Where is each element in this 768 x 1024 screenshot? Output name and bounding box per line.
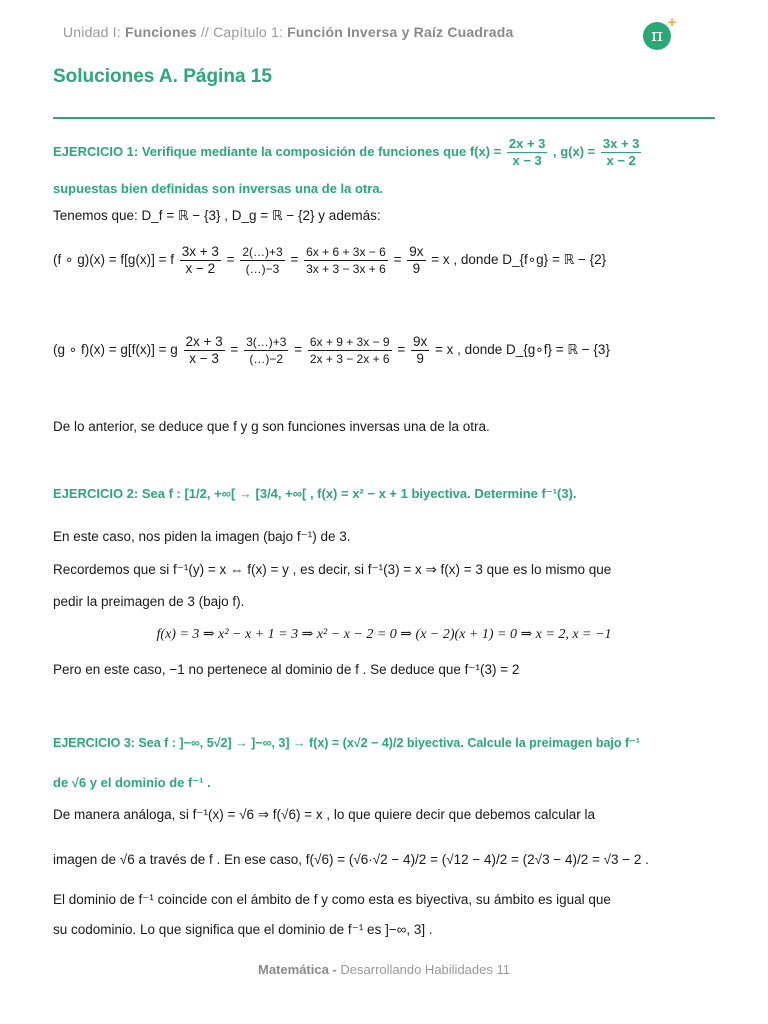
unidad-label: Unidad I:: [63, 24, 121, 40]
fog-inner-num: 3x + 3: [181, 244, 219, 259]
eq-sign: =: [226, 252, 235, 268]
eq-sign-3: =: [393, 252, 402, 268]
fog-lhs: (f ∘ g)(x) = f[g(x)] = f: [53, 252, 174, 268]
gof-result: = x , donde D_{g∘f} = ℝ − {3}: [435, 342, 610, 358]
capitulo-label: Capítulo 1:: [213, 24, 284, 40]
ex1-g-def: , g(x) =: [553, 143, 596, 159]
gof-step2-num: 6x + 9 + 3x − 9: [309, 335, 390, 349]
page-title: Soluciones A. Página 15: [53, 66, 272, 87]
header-separator: //: [200, 24, 210, 40]
fog-step2-num: 6x + 6 + 3x − 6: [306, 245, 386, 259]
ex1-gof-equation: [53, 334, 610, 367]
ex3-line3: El dominio de f⁻¹ coincide con el ámbito de f y como esta es biyectiva, su ámbito es igual que: [53, 892, 611, 907]
eq-sign-5: =: [294, 342, 303, 358]
ex1-statement: EJERCICIO 1: Verifique mediante la composición de funciones que: [53, 143, 467, 159]
fog-step3-num: 9x: [409, 244, 424, 259]
page-header: [63, 24, 514, 40]
fog-inner-frac: [180, 244, 221, 277]
gof-step3-den: 9: [416, 351, 424, 366]
fog-step3-den: 9: [412, 261, 421, 276]
eq-sign-4: =: [230, 342, 239, 358]
fog-step1-num: 2(…)+3: [242, 245, 283, 259]
fog-step1: [240, 244, 284, 277]
ex3-line1: De manera análoga, si f⁻¹(x) = √6 ⇒ f(√6) = x , lo que quiere decir que debemos calcular la: [53, 807, 596, 822]
capitulo-name: Función Inversa y Raíz Cuadrada: [287, 24, 514, 40]
fog-result: = x , donde D_{f∘g} = ℝ − {2}: [431, 252, 607, 268]
fog-inner-den: x − 2: [185, 261, 216, 276]
ex1-g-den: x − 2: [606, 153, 636, 168]
ex1-f-num: 2x + 3: [508, 136, 546, 151]
fog-step3: [407, 244, 425, 277]
unidad-name: Funciones: [124, 24, 197, 40]
ex3-statement-2: de √6 y el dominio de f⁻¹ .: [53, 775, 211, 790]
gof-step2-den: 2x + 3 − 2x + 6: [309, 352, 390, 366]
ex1-f-den: x − 3: [512, 153, 542, 168]
ex2-equation: f(x) = 3 ⇒ x² − x + 1 = 3 ⇒ x² − x − 2 = 0 ⇒ (x − 2)(x + 1) = 0 ⇒ x = 2, x = −1: [156, 627, 612, 642]
footer-book: Desarrollando Habilidades 11: [340, 962, 510, 977]
ex1-fog-equation: [53, 244, 606, 277]
ex1-domains: Tenemos que: D_f = ℝ − {3} , D_g = ℝ − {2} y además:: [53, 208, 381, 223]
ex3-line2: imagen de √6 a través de f . En ese caso, f(√6) = (√6·√2 − 4)/2 = (√12 − 4)/2 = (2√3 − 4)/2 = √3 − 2 .: [53, 852, 649, 867]
ex3-line4: su codominio. Lo que significa que el dominio de f⁻¹ es ]−∞, 3] .: [53, 922, 433, 937]
ex1-f-def: f(x) =: [469, 143, 502, 159]
gof-step1: [244, 334, 288, 367]
ex1-g-fraction: [601, 136, 642, 169]
title-divider: [53, 117, 715, 119]
ex2-line1: En este caso, nos piden la imagen (bajo f⁻¹) de 3.: [53, 529, 351, 544]
ex3-statement: EJERCICIO 3: Sea f : ]−∞, 5√2] → ]−∞, 3] → f(x) = (x√2 − 4)/2 biyectiva. Calcule la preimagen bajo f⁻¹: [53, 736, 640, 750]
fog-step2: [304, 244, 388, 277]
eq-sign-6: =: [397, 342, 406, 358]
gof-step3-num: 9x: [413, 334, 428, 349]
gof-step1-num: 3(…)+3: [246, 335, 287, 349]
eq-sign-2: =: [290, 252, 299, 268]
gof-inner-frac: [184, 334, 225, 367]
fog-step2-den: 3x + 3 − 3x + 6: [306, 262, 386, 276]
fog-step1-den: (…)−3: [245, 262, 280, 276]
gof-step3: [411, 334, 429, 367]
gof-lhs: (g ∘ f)(x) = g[f(x)] = g: [53, 342, 178, 358]
page-footer: [0, 962, 768, 977]
ex1-conclusion: De lo anterior, se deduce que f y g son funciones inversas una de la otra.: [53, 419, 490, 434]
ex1-statement-line: [53, 136, 715, 169]
gof-inner-den: x − 3: [189, 351, 219, 366]
pi-logo-icon: [643, 15, 677, 50]
gof-step1-den: (…)−2: [249, 352, 284, 366]
ex2-statement: EJERCICIO 2: Sea f : [1/2, +∞[ → [3/4, +∞[ , f(x) = x² − x + 1 biyectiva. Determine f⁻¹(3).: [53, 486, 577, 501]
ex1-g-num: 3x + 3: [602, 136, 640, 151]
gof-step2: [308, 334, 392, 367]
ex2-line4: Pero en este caso, −1 no pertenece al dominio de f . Se deduce que f⁻¹(3) = 2: [53, 662, 520, 677]
gof-inner-num: 2x + 3: [185, 334, 223, 349]
ex2-line2: Recordemos que si f⁻¹(y) = x ⇔ f(x) = y , es decir, si f⁻¹(3) = x ⇒ f(x) = 3 que es lo mismo que: [53, 562, 612, 577]
ex1-f-fraction: [507, 136, 548, 169]
ex1-statement-2: supuestas bien definidas son inversas una de la otra.: [53, 181, 384, 196]
footer-subject: Matemática -: [258, 962, 337, 977]
ex2-line3: pedir la preimagen de 3 (bajo f).: [53, 594, 245, 609]
plus-icon: +: [666, 15, 677, 29]
logo-glyph: π: [651, 25, 663, 46]
